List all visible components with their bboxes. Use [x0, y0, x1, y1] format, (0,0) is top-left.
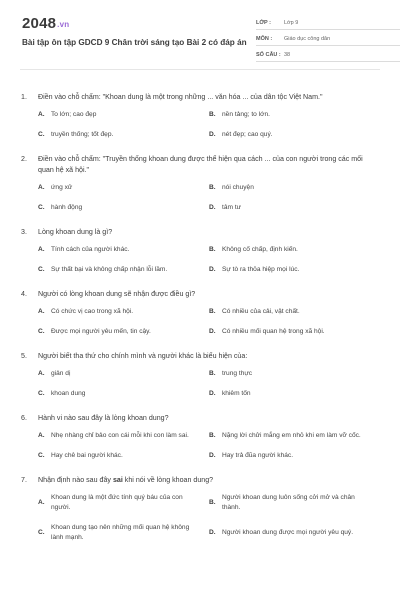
answer-row: [38, 369, 380, 379]
question-line: [20, 154, 380, 176]
question-line: [20, 227, 380, 238]
question-number: 2.: [21, 155, 27, 163]
question-line: [20, 475, 380, 486]
meta-label: SỐ CÂU :: [256, 52, 281, 58]
question-text-part: Điền vào chỗ chấm: "Truyền thống khoan dung được thể hiện qua cách ... của con người trong các mối quan hệ xã hội.": [38, 155, 363, 174]
option-text: Có chức vị cao trong xã hội.: [51, 308, 134, 315]
question-text: [38, 475, 380, 486]
answer-row: [38, 130, 380, 140]
option-text: Được mọi người yêu mến, tin cậy.: [51, 328, 151, 335]
meta-label: MÔN :: [256, 36, 273, 42]
option-letter: A.: [38, 308, 45, 315]
answer-options: [20, 183, 380, 213]
answer-options: [20, 245, 380, 275]
question-number: 7.: [21, 476, 27, 484]
answer-option[interactable]: [209, 245, 380, 255]
answer-row: [38, 431, 380, 441]
logo-text: 2048: [22, 15, 57, 32]
option-text: Có nhiều mối quan hệ trong xã hội.: [222, 328, 325, 335]
question-emphasis: sai: [112, 476, 123, 484]
option-text: Sự thất bại và không chấp nhận lỗi lầm.: [51, 266, 168, 273]
option-text: nói chuyện: [222, 184, 254, 191]
option-letter: B.: [209, 184, 216, 191]
document-title: Bài tập ôn tập GDCD 9 Chân trời sáng tạo Bài 2 có đáp án: [22, 38, 247, 47]
site-logo[interactable]: [22, 16, 69, 33]
question-number: 3.: [21, 228, 27, 236]
option-text: Không cố chấp, định kiến.: [222, 246, 298, 253]
option-letter: C.: [38, 452, 45, 459]
option-letter: A.: [38, 370, 45, 377]
answer-option[interactable]: [38, 203, 209, 213]
question-text-part: Điền vào chỗ chấm: "Khoan dung là một trong những ... văn hóa ... của dân tộc Việt Nam.": [38, 93, 323, 101]
document-header: [20, 14, 380, 70]
option-letter: B.: [209, 499, 216, 506]
question-item: [20, 475, 380, 543]
question-text-part: Lòng khoan dung là gì?: [38, 228, 113, 236]
question-number: 1.: [21, 93, 27, 101]
option-letter: B.: [209, 246, 216, 253]
answer-option[interactable]: [38, 130, 209, 140]
question-text-part: Người có lòng khoan dung sẽ nhận được điều gì?: [38, 290, 196, 298]
question-item: [20, 227, 380, 275]
question-text: [38, 351, 380, 362]
answer-option[interactable]: [38, 369, 209, 379]
answer-option[interactable]: [38, 523, 209, 543]
question-text-part: Người biết tha thứ cho chính mình và người khác là biểu hiện của:: [38, 352, 248, 360]
question-item: [20, 92, 380, 140]
answer-option[interactable]: [209, 451, 380, 461]
answer-option[interactable]: [38, 265, 209, 275]
answer-option[interactable]: [209, 389, 380, 399]
question-number: 6.: [21, 414, 27, 422]
question-item: [20, 289, 380, 337]
option-text: hành động: [51, 204, 83, 211]
option-text: Khoan dung là một đức tính quý báu của con người.: [51, 494, 183, 511]
answer-option[interactable]: [209, 431, 380, 441]
question-text-part: khi nói về lòng khoan dung?: [122, 476, 214, 484]
option-letter: B.: [209, 432, 216, 439]
option-text: Tính cách của người khác.: [51, 246, 130, 253]
answer-option[interactable]: [38, 389, 209, 399]
answer-option[interactable]: [209, 130, 380, 140]
answer-option[interactable]: [209, 528, 380, 538]
question-item: [20, 351, 380, 399]
option-letter: D.: [209, 328, 216, 335]
question-item: [20, 413, 380, 461]
question-text-part: Nhận định nào sau đây: [38, 476, 113, 484]
answer-option[interactable]: [38, 493, 209, 513]
option-letter: A.: [38, 246, 45, 253]
option-letter: C.: [38, 390, 45, 397]
answer-row: [38, 110, 380, 120]
option-letter: C.: [38, 328, 45, 335]
answer-row: [38, 523, 380, 543]
meta-row-count: [256, 46, 400, 62]
answer-row: [38, 327, 380, 337]
option-text: khoan dung: [51, 390, 86, 397]
answer-options: [20, 431, 380, 461]
answer-option[interactable]: [209, 493, 380, 513]
option-letter: C.: [38, 266, 45, 273]
option-text: trung thực: [222, 370, 253, 377]
answer-row: [38, 183, 380, 193]
question-number: 5.: [21, 352, 27, 360]
question-text: [38, 227, 380, 238]
question-text: [38, 413, 380, 424]
option-letter: A.: [38, 111, 45, 118]
answer-row: [38, 493, 380, 513]
answer-option[interactable]: [209, 307, 380, 317]
answer-options: [20, 369, 380, 399]
answer-row: [38, 203, 380, 213]
option-text: Người khoan dung luôn sống cởi mở và chân thành.: [222, 494, 355, 511]
meta-value: Giáo dục công dân: [284, 36, 331, 42]
option-text: Người khoan dung được mọi người yêu quý.: [222, 529, 354, 536]
meta-value: 38: [284, 52, 291, 58]
option-letter: C.: [38, 529, 45, 536]
question-line: [20, 92, 380, 103]
question-text-part: Hành vi nào sau đây là lòng khoan dung?: [38, 414, 169, 422]
meta-row-class: [256, 14, 400, 30]
option-letter: D.: [209, 131, 216, 138]
question-line: [20, 413, 380, 424]
answer-option[interactable]: [38, 307, 209, 317]
option-letter: D.: [209, 529, 216, 536]
option-letter: A.: [38, 432, 45, 439]
question-number: 4.: [21, 290, 27, 298]
answer-option[interactable]: [38, 183, 209, 193]
meta-label: LỚP :: [256, 20, 271, 26]
option-letter: A.: [38, 184, 45, 191]
option-text: To lớn; cao đẹp: [51, 111, 97, 118]
option-letter: B.: [209, 370, 216, 377]
option-text: tâm tư: [222, 204, 242, 211]
answer-option[interactable]: [38, 327, 209, 337]
option-text: Nhẹ nhàng chỉ bảo con cái mỗi khi con làm sai.: [51, 432, 189, 439]
option-letter: D.: [209, 452, 216, 459]
answer-option[interactable]: [38, 431, 209, 441]
answer-option[interactable]: [38, 245, 209, 255]
option-text: Hay chê bai người khác.: [51, 452, 123, 459]
answer-options: [20, 307, 380, 337]
option-text: Hay trả đũa người khác.: [222, 452, 294, 459]
answer-row: [38, 265, 380, 275]
option-text: Sự tò ra thỏa hiệp mọi lúc.: [222, 266, 300, 273]
question-list: [20, 92, 380, 543]
option-text: khiêm tốn: [222, 390, 251, 397]
option-letter: D.: [209, 204, 216, 211]
question-text: [38, 154, 380, 176]
option-text: truyền thống; tốt đẹp.: [51, 131, 114, 138]
question-line: [20, 289, 380, 300]
option-text: Nặng lời chửi mắng em nhỏ khi em làm vỡ cốc.: [222, 432, 361, 439]
document-meta: [256, 14, 400, 62]
option-text: Có nhiều của cải, vật chất.: [222, 308, 300, 315]
answer-option[interactable]: [209, 265, 380, 275]
answer-option[interactable]: [209, 369, 380, 379]
option-text: ứng xử: [51, 184, 73, 191]
meta-value: Lớp 9: [284, 20, 299, 26]
answer-option[interactable]: [209, 203, 380, 213]
answer-row: [38, 245, 380, 255]
option-letter: B.: [209, 308, 216, 315]
option-text: nền tảng; to lớn.: [222, 111, 270, 118]
option-text: Khoan dung tạo nên những mối quan hệ không lành mạnh.: [51, 524, 190, 541]
question-item: [20, 154, 380, 213]
answer-options: [20, 493, 380, 543]
question-text: [38, 92, 380, 103]
option-letter: D.: [209, 266, 216, 273]
answer-option[interactable]: [38, 110, 209, 120]
option-text: giản dị: [51, 370, 71, 377]
option-letter: B.: [209, 111, 216, 118]
answer-options: [20, 110, 380, 140]
answer-row: [38, 307, 380, 317]
question-text: [38, 289, 380, 300]
option-text: nét đẹp; cao quý.: [222, 131, 273, 138]
answer-option[interactable]: [209, 327, 380, 337]
answer-option[interactable]: [209, 110, 380, 120]
meta-row-subject: [256, 30, 400, 46]
answer-row: [38, 451, 380, 461]
answer-option[interactable]: [38, 451, 209, 461]
logo-suffix: .vn: [57, 20, 70, 29]
option-letter: C.: [38, 204, 45, 211]
option-letter: A.: [38, 499, 45, 506]
option-letter: C.: [38, 131, 45, 138]
option-letter: D.: [209, 390, 216, 397]
question-line: [20, 351, 380, 362]
answer-option[interactable]: [209, 183, 380, 193]
answer-row: [38, 389, 380, 399]
